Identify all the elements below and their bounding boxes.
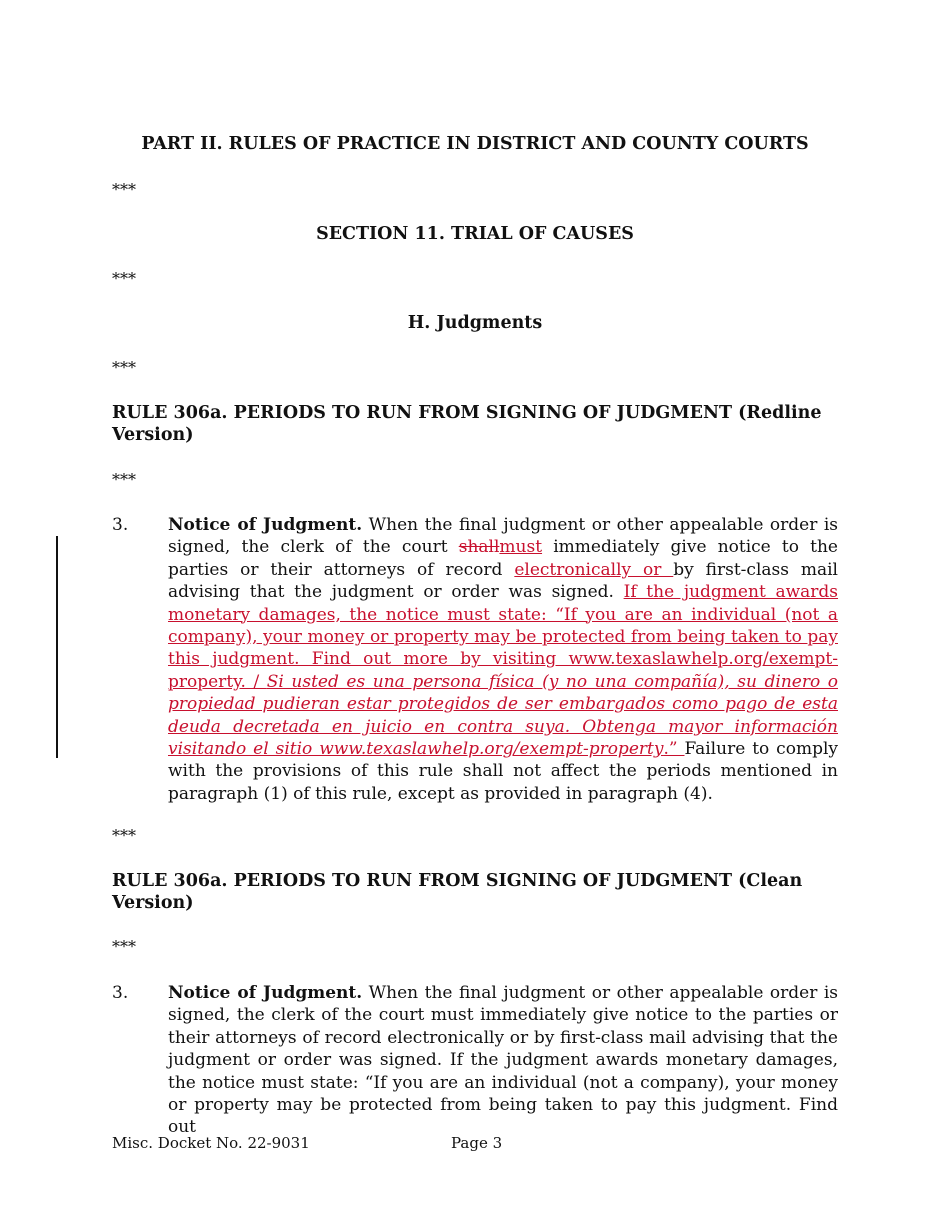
inserted-text: If the judgment awards monetary damages, the notice must state: “If you are an individual (not a company), your money or property may be protected from being taken to pay this judgment. Find out more by visiting www.texaslawhelp.org/exempt-property. /	[168, 582, 839, 692]
change-bar	[56, 536, 58, 758]
inserted-text: .”	[663, 739, 685, 760]
clean-item-number: 3.	[112, 983, 129, 1003]
clean-text: When the final judgment or other appealable order is signed, the clerk of the court must immediately give notice to the parties or their attorneys of record electronically or by first-class mail advising that the judgment or order was signed. If the judgment awards monetary damages, the notice must state: “If you are an individual (not a company), your money or property may be protected from being taken to pay this judgment. Find out	[168, 983, 838, 1138]
redline-item-number: 3.	[112, 515, 129, 535]
clean-paragraph	[168, 982, 838, 1139]
subsection-title: H. Judgments	[407, 313, 543, 333]
redline-text: by first-class mail advising that the judgment or order was signed.	[168, 559, 838, 603]
section-title: SECTION 11. TRIAL OF CAUSES	[316, 224, 634, 244]
inserted-text: must	[499, 537, 543, 558]
inserted-spanish-text: Si usted es una persona física (y no una compañía), su dinero o propiedad pudieran estar protegidos de ser embargados como pago de esta deuda decretada en juicio en contra suya. Obtenga mayor información visitando el sitio www.texaslawhelp.org/exempt-property	[168, 671, 838, 760]
redline-text: When the final judgment or other appealable order is signed, the clerk of the court	[168, 515, 838, 558]
redline-bold-lead: Notice of Judgment.	[168, 515, 363, 535]
inserted-text: electronically or	[514, 559, 674, 580]
part-title: PART II. RULES OF PRACTICE IN DISTRICT AND COUNTY COURTS	[141, 134, 809, 154]
clean-bold-lead: Notice of Judgment.	[168, 983, 363, 1003]
footer-docket: Misc. Docket No. 22-9031	[112, 1134, 310, 1152]
redline-text: immediately give notice to the parties or their attorneys of record	[168, 537, 838, 580]
ellipsis-separator: ***	[112, 937, 136, 956]
ellipsis-separator: ***	[112, 826, 136, 845]
deleted-text: shall	[458, 537, 500, 558]
ellipsis-separator: ***	[112, 470, 136, 489]
redline-text: Failure to comply with the provisions of this rule shall not affect the periods mentioned in paragraph (1) of this rule, except as provided in paragraph (4).	[168, 739, 838, 804]
redline-rule-heading: RULE 306a. PERIODS TO RUN FROM SIGNING OF JUDGMENT (Redline Version)	[112, 403, 822, 445]
clean-rule-heading: RULE 306a. PERIODS TO RUN FROM SIGNING OF JUDGMENT (Clean Version)	[112, 871, 803, 913]
ellipsis-separator: ***	[112, 180, 136, 199]
ellipsis-separator: ***	[112, 269, 136, 288]
ellipsis-separator: ***	[112, 358, 136, 377]
footer-page-number: Page 3	[451, 1134, 503, 1152]
redline-paragraph	[168, 514, 838, 805]
